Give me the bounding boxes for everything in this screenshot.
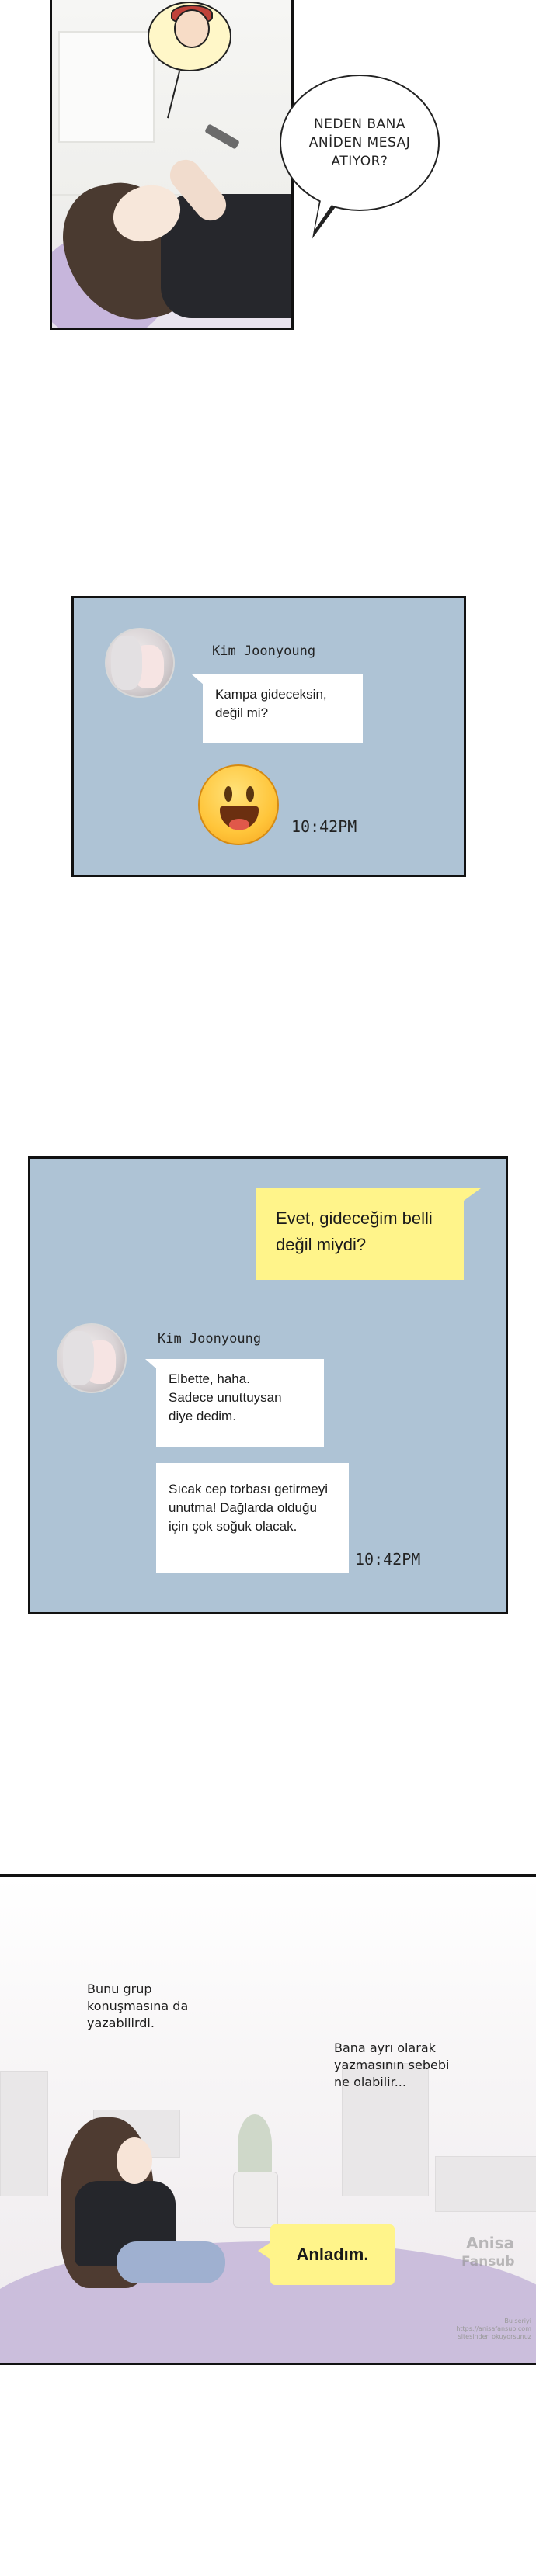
plant-pot: [233, 2172, 278, 2228]
character-legs: [117, 2241, 225, 2283]
reply-bubble-tail: [464, 1188, 481, 1201]
emoji-tongue: [229, 819, 249, 830]
message-bubble: Kampa gideceksin, değil mi?: [203, 674, 363, 743]
watermark-line-2: Fansub: [461, 2254, 515, 2269]
grinning-face-emoji-icon: [198, 764, 279, 845]
caption-left: Bunu grup konuşmasına da yazabilirdi.: [87, 1981, 189, 2030]
credit-text: Bu seriyi https://anisafansub.com sitesinden okuyorsunuz: [456, 2318, 531, 2340]
chat-panel-2: [28, 1156, 508, 1614]
thought-character-face: [174, 9, 210, 48]
emoji-eye: [224, 786, 232, 802]
message-bubble-2: Sıcak cep torbası getirmeyi unutma! Dağlarda olduğu için çok soğuk olacak.: [156, 1463, 349, 1573]
avatar: [57, 1323, 127, 1393]
character-body: [161, 194, 294, 318]
background-shelf: [0, 2071, 48, 2196]
avatar: [105, 628, 175, 698]
character-face: [117, 2137, 152, 2184]
comic-panel-4: [0, 1874, 536, 2365]
sender-name: Kim Joonyoung: [212, 643, 316, 659]
background-window: [58, 31, 155, 143]
reply-bubble: Anladım.: [270, 2224, 395, 2285]
sender-name: Kim Joonyoung: [158, 1331, 262, 1347]
message-bubble-1: Elbette, haha. Sadece unuttuysan diye dedim.: [156, 1359, 324, 1447]
watermark-line-1: Anisa: [466, 2234, 514, 2252]
plant-leaves: [238, 2114, 272, 2176]
message-time: 10:42PM: [291, 817, 357, 836]
message-time: 10:42PM: [355, 1550, 421, 1569]
speech-bubble-1: [280, 75, 440, 211]
reply-bubble: Evet, gideceğim belli değil miydi?: [256, 1188, 464, 1280]
caption-right: Bana ayrı olarak yazmasının sebebi ne olabilir...: [334, 2040, 450, 2089]
phone-icon: [204, 123, 240, 149]
emoji-eye: [246, 786, 254, 802]
chat-panel-1: [71, 596, 466, 877]
background-table: [435, 2156, 536, 2212]
speech-text-1: NEDEN BANA ANİDEN MESAJ ATIYOR?: [308, 116, 411, 169]
watermark-logo: [461, 2210, 524, 2296]
